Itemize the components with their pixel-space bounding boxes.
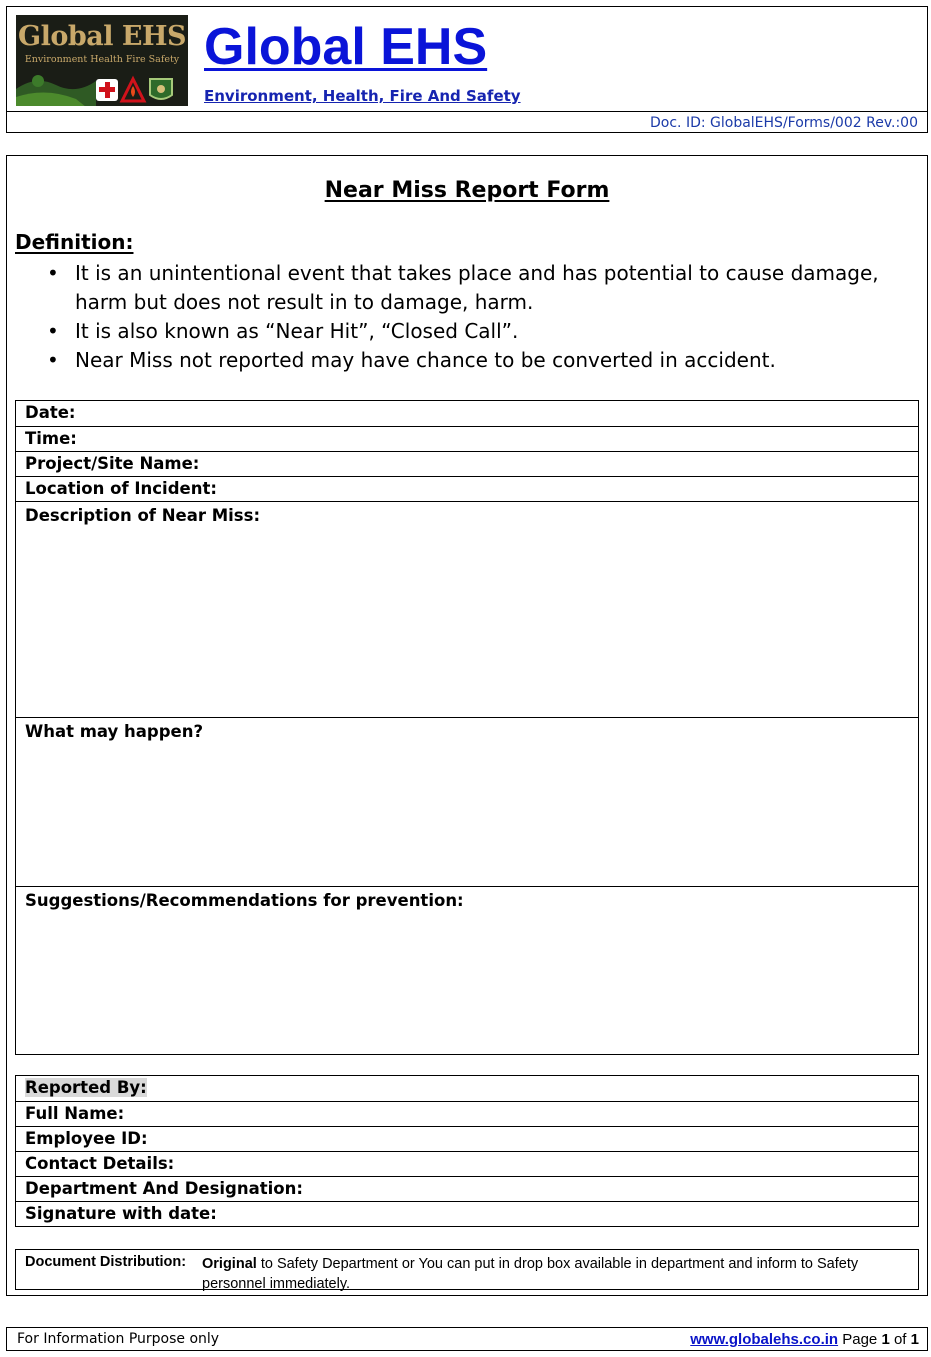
logo-emblem-icon [16,67,188,106]
logo-title: Global EHS [18,21,186,52]
document-id: Doc. ID: GlobalEHS/Forms/002 Rev.:00 [650,115,918,131]
page-of: of [893,1331,907,1348]
form-body [6,155,928,1296]
brand-title: Global EHS [204,18,488,76]
time-field[interactable]: Time: [16,426,918,451]
distribution-label: Document Distribution: [25,1254,187,1270]
document-header [6,6,928,133]
page-prefix: Page [842,1331,878,1348]
location-of-incident-field[interactable]: Location of Incident: [16,476,918,501]
page-total: 1 [910,1331,919,1348]
footer-note: For Information Purpose only [17,1331,220,1347]
reported-by-label: Reported By: [25,1078,147,1097]
global-ehs-logo [16,15,188,106]
reported-by-heading [16,1076,918,1101]
reporter-table [15,1075,919,1227]
logo-subtitle: Environment Health Fire Safety [24,54,180,65]
footer-right [690,1331,919,1348]
signature-with-date-field[interactable]: Signature with date: [16,1201,918,1226]
employee-id-field[interactable]: Employee ID: [16,1126,918,1151]
definition-item: • It is also known as “Near Hit”, “Closed Call”. [47,317,907,346]
definition-heading: Definition: [15,230,134,254]
date-field[interactable]: Date: [25,403,76,422]
project-site-name-field[interactable]: Project/Site Name: [16,451,918,476]
description-of-near-miss-field[interactable]: Description of Near Miss: [16,501,918,717]
header-divider [7,111,927,112]
distribution-instructions: to Safety Department or You can put in drop box available in department and inform to Safety personnel immediately. [202,1256,859,1292]
page-footer [6,1327,928,1351]
contact-details-field[interactable]: Contact Details: [16,1151,918,1176]
full-name-field[interactable]: Full Name: [16,1101,918,1126]
page-current: 1 [881,1331,890,1348]
suggestions-field[interactable]: Suggestions/Recommendations for prevention: [16,886,918,1054]
form-title: Near Miss Report Form [324,178,610,203]
document-distribution [15,1249,919,1290]
website-link[interactable]: www.globalehs.co.in [690,1331,839,1348]
definition-item: • Near Miss not reported may have chance to be converted in accident. [47,346,907,375]
page-number [842,1331,919,1348]
distribution-text [202,1254,914,1294]
definition-item: • It is an unintentional event that takes place and has potential to cause damage, harm but does not result in to damage, harm. [47,259,907,317]
distribution-original: Original [202,1256,257,1272]
what-may-happen-field[interactable]: What may happen? [16,717,918,886]
department-designation-field[interactable]: Department And Designation: [16,1176,918,1201]
incident-details-table [15,400,919,1055]
definition-list [47,259,907,375]
brand-subtitle: Environment, Health, Fire And Safety [204,87,521,105]
